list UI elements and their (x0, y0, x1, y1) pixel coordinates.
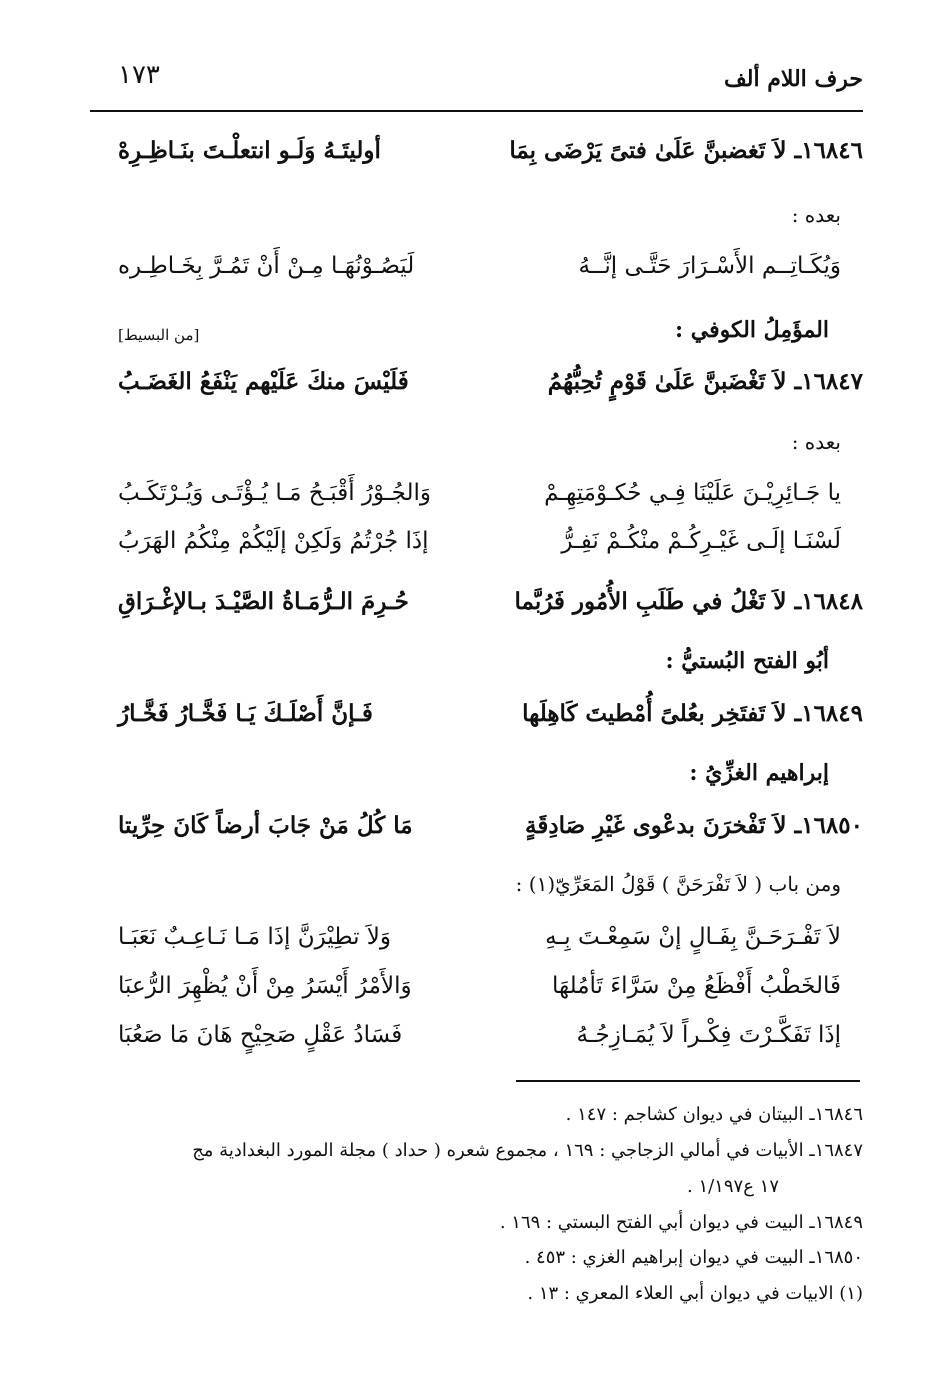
verse-first-hemistich: ١٦٨٥٠ـ لاَ تَفْخرَنَ بدعْوى غَيْرِ صَادِقَةٍ (525, 812, 863, 839)
verse-first-hemistich: لَسْنَـا إلَـى غَيْـرِكُـمْ منْكُـمْ نَفِـرُّ (561, 528, 841, 554)
verse-second-hemistich: وَالأَمْرُ أَيْسَرُ مِنْ أَنْ يُظْهِرَ الرُّعبَا (118, 973, 412, 999)
label-after: بعده : (791, 203, 841, 227)
poet-heading: أبُو الفتح البُستيُّ : (665, 648, 829, 674)
footnote: ١٦٨٤٩ـ البيت في ديوان أبي الفتح البستي : ١٦٩ . (499, 1212, 863, 1233)
page-number: ١٧٣ (118, 60, 160, 90)
verse-first-hemistich: يا جَـائِرِيْـنَ عَلَيْنَا فِـي حُكـوْمَتِهِـمْ (544, 480, 841, 506)
verse-second-hemistich: فَلَيْسَ منكَ عَلَيْهم يَنْفَعُ الغَضَـبُ (118, 368, 409, 395)
footnote: ١٦٨٥٠ـ البيت في ديوان إبراهيم الغزي : ٤٥٣ . (524, 1247, 863, 1268)
verse-second-hemistich: وَلاَ تطِيْرَنَّ إذَا مَـا نَـاعِـبٌ نَعَبَـا (118, 924, 392, 950)
verse-second-hemistich: مَا كُلُ مَنْ جَابَ أرضاً كَانَ حِرِّيتا (118, 812, 413, 839)
verse-second-hemistich: وَالجُـوْرُ أَقْبَـحُ مَـا يُـؤْتَـى وَيُـرْتَكَـبُ (118, 480, 431, 506)
poet-heading: المؤَمِلُ الكوفي : (675, 317, 829, 343)
meter-label: [من البسيط] (118, 326, 200, 344)
verse-first-hemistich: إذَا تَفَكَّـرْتَ فِكْـراً لاَ يُمَـازِجُـهُ (576, 1022, 841, 1048)
footnote: (١) الابيات في ديوان أبي العلاء المعري : ١٣ . (527, 1283, 863, 1304)
section-intro: ومن باب ( لاَ تَفْرَحَنَّ ) قَوْلُ المَعَرِّيّ(١) : (515, 872, 841, 896)
running-header-title: حرف اللام ألف (723, 66, 863, 92)
verse-first-hemistich: ١٦٨٤٦ـ لاَ تَغضبنَّ عَلَىٰ فتىً يَرْضَى بِمَا (509, 137, 863, 164)
verse-second-hemistich: فَـإنَّ أَصْلَـكَ يَـا فَخَّـارُ فَخَّـارُ (118, 700, 373, 727)
footnote: ١٦٨٤٧ـ الأبيات في أمالي الزجاجي : ١٦٩ ، مجموع شعره ( حداد ) مجلة المورد البغدادية مج (192, 1140, 863, 1161)
verse-first-hemistich: وَيُكَـاتِــم الأَسْـرَارَ حَتَّـى إنَّــهُ (578, 253, 841, 279)
footnote-continuation: ١٧ ع١/١٩٧ . (686, 1176, 779, 1197)
verse-second-hemistich: لَيَصُـوْنُهَـا مِـنْ أَنْ تَمُـرَّ بِخَـاطِـره (118, 253, 415, 279)
verse-second-hemistich: حُـرِمَ الـرُّمَـاةُ الصَّيْـدَ بـالإغْـرَاقِ (118, 588, 409, 615)
verse-second-hemistich: أوليتَـهُ وَلَـو انتعلْـتَ بنَـاظِـرِهْ (118, 137, 381, 164)
footnote: ١٦٨٤٦ـ البيتان في ديوان كشاجم : ١٤٧ . (565, 1104, 863, 1125)
header-rule (90, 110, 863, 112)
verse-second-hemistich: فَسَادُ عَقْلٍ صَحِيْحٍ هَانَ مَا صَعُبَا (118, 1022, 403, 1048)
verse-first-hemistich: ١٦٨٤٨ـ لاَ تَغْلُ في طَلَبِ الأُمُور فَرُبَّما (514, 588, 863, 615)
label-after: بعده : (791, 430, 841, 454)
verse-first-hemistich: لاَ تَفْـرَحَـنَّ بِفَـالٍ إنْ سَمِعْـتَ بِـهِ (545, 924, 841, 950)
verse-first-hemistich: فَالخَطْبُ أَفْظَعُ مِنْ سَرَّاءَ تَأمُلهَا (552, 973, 841, 999)
poet-heading: إبراهيم الغزِّيُ : (689, 760, 829, 786)
verse-first-hemistich: ١٦٨٤٩ـ لاَ تَفتَخِر بعُلىً أُمْطيتَ كَاهِلَها (522, 700, 863, 727)
verse-first-hemistich: ١٦٨٤٧ـ لاَ تَغْضَبنَّ عَلَىٰ قَوْمٍ تُحِبُّهُمُ (547, 368, 863, 395)
footnote-rule (516, 1080, 860, 1082)
verse-second-hemistich: إذَا جُرْتُمُ وَلَكِنْ إلَيْكُمْ مِنْكُمُ الهَرَبُ (118, 528, 429, 554)
